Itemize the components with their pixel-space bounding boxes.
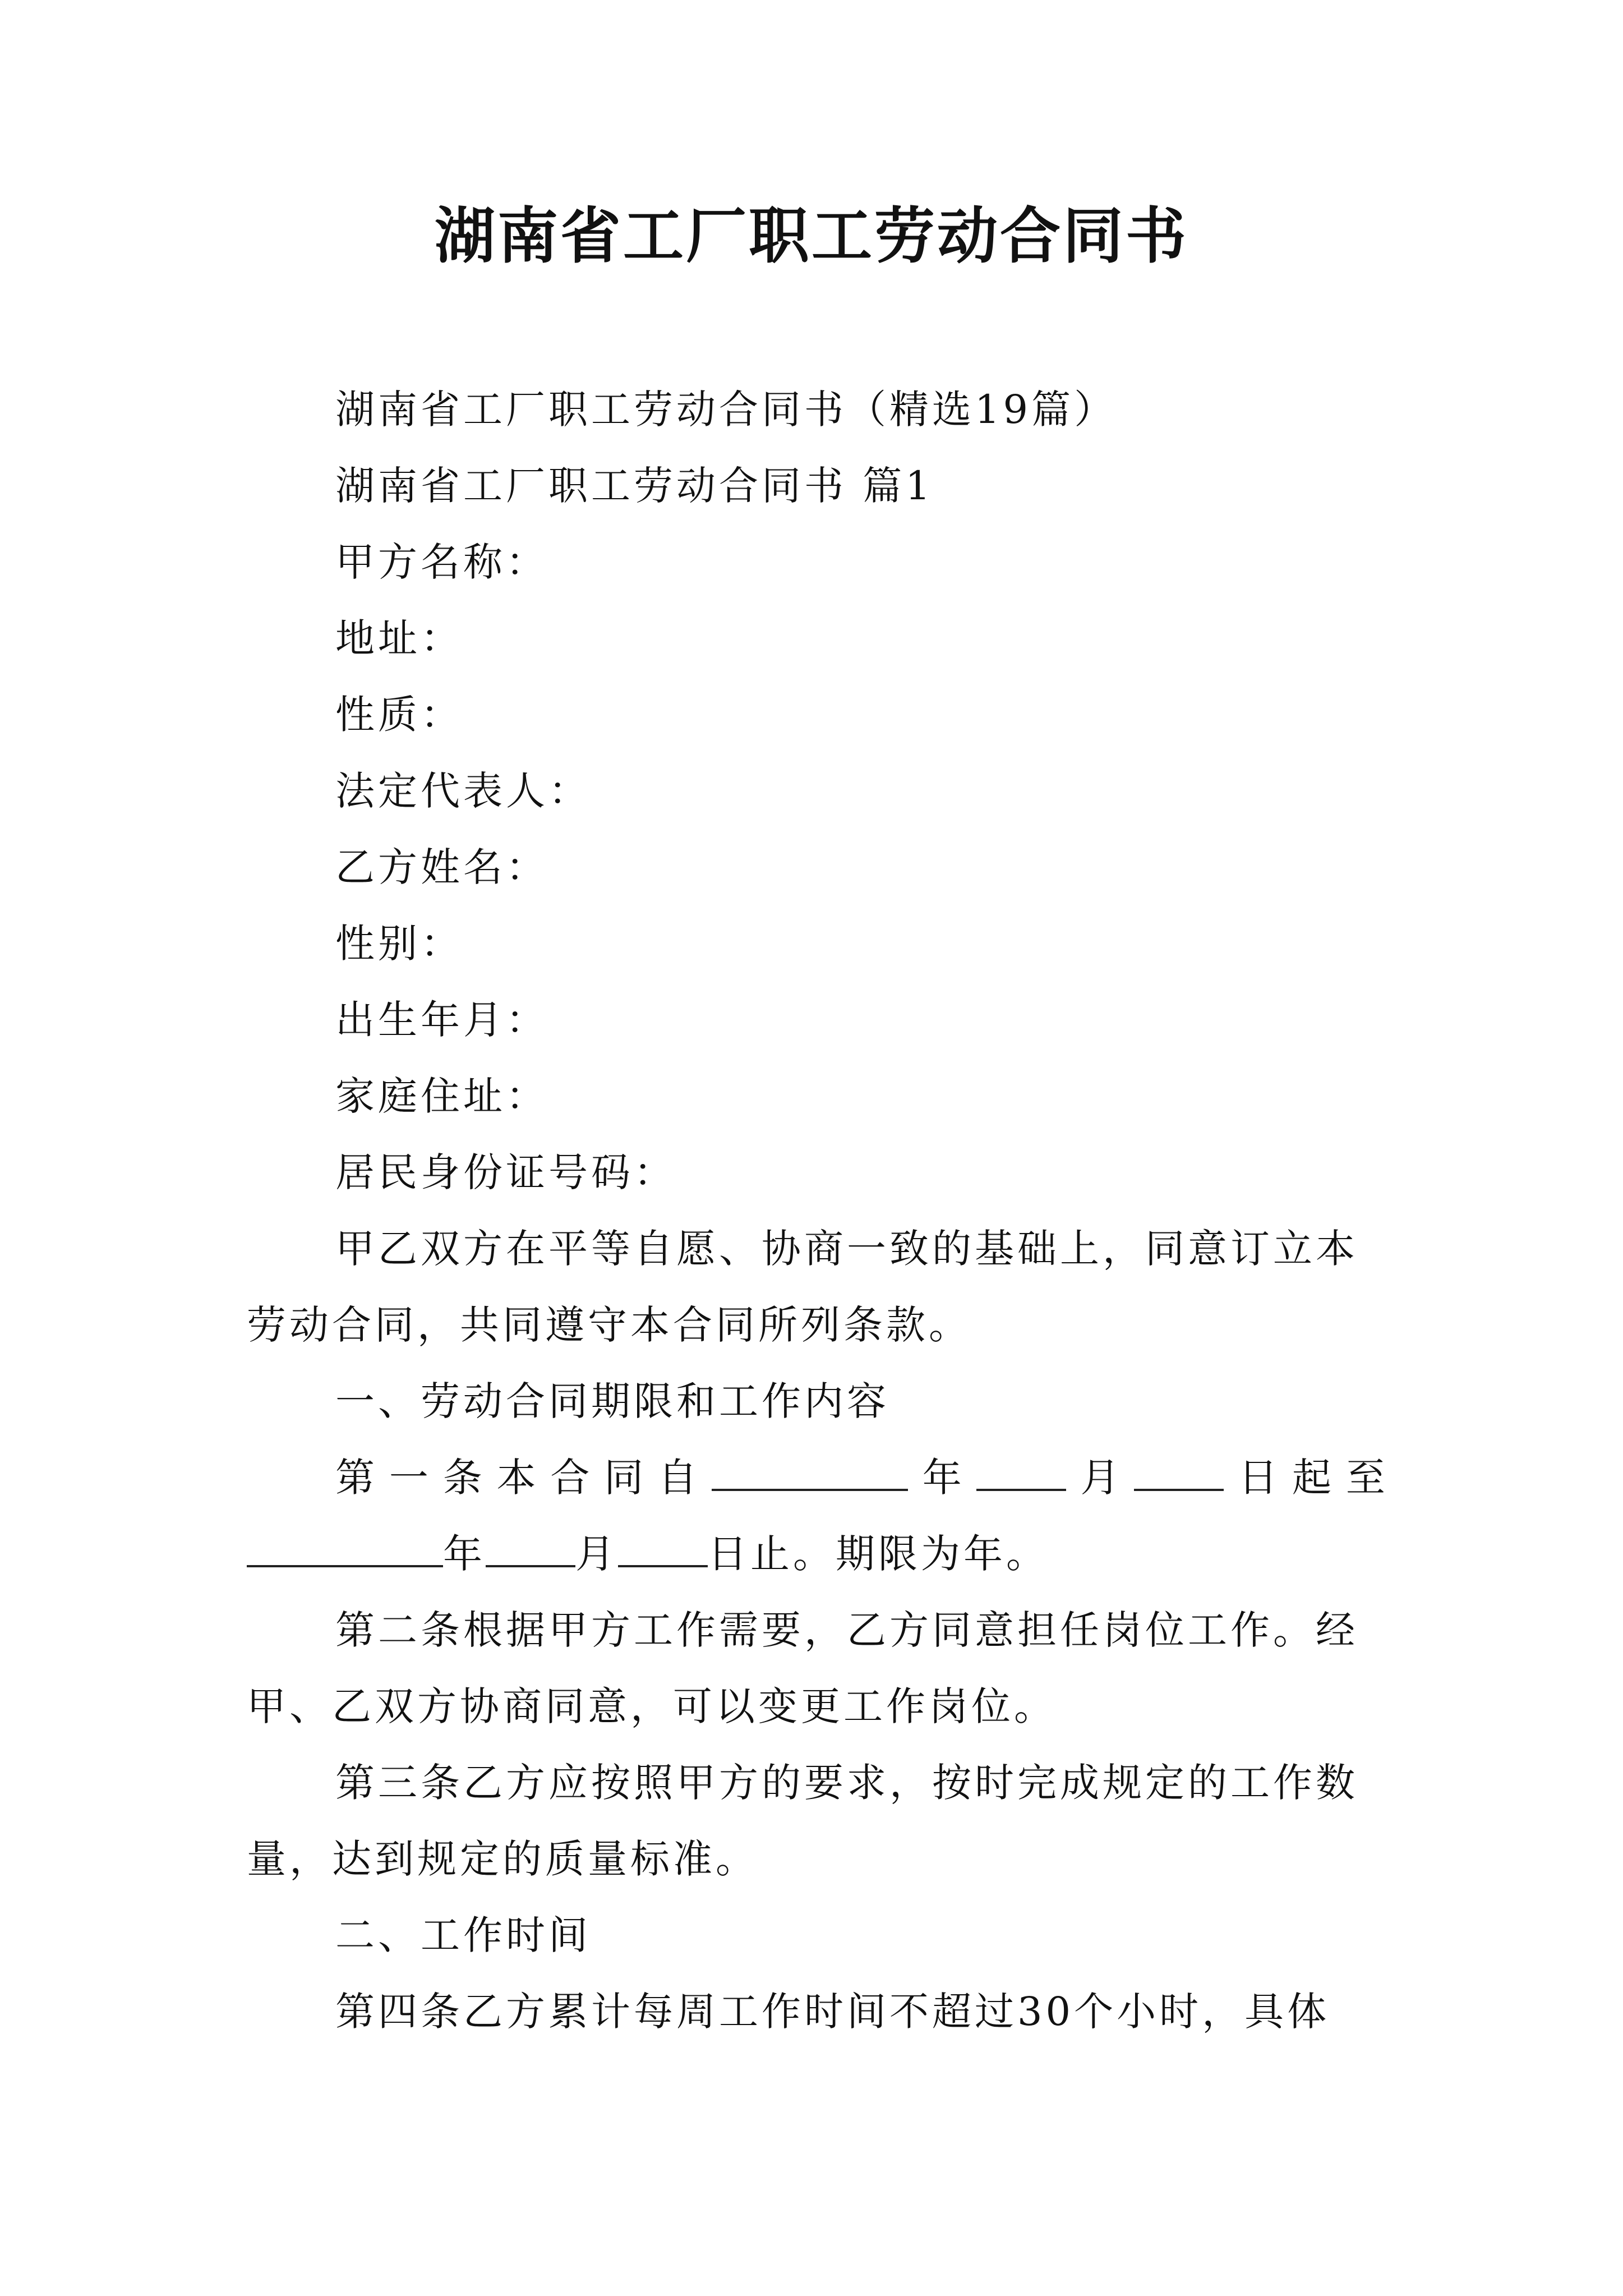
field-nature: 性质： <box>335 692 463 738</box>
article-1-line-2 <box>247 1526 1049 1582</box>
article-2-line-1: 第二条根据甲方工作需要，乙方同意担任岗位工作。经 <box>335 1607 1358 1653</box>
end-year-label: 年 <box>443 1531 486 1577</box>
chapter-2-heading: 二、工作时间 <box>335 1912 591 1958</box>
chapter-1-heading: 一、劳动合同期限和工作内容 <box>335 1378 889 1424</box>
article-3-line-1: 第三条乙方应按照甲方的要求，按时完成规定的工作数 <box>335 1760 1358 1806</box>
document-subtitle: 湖南省工厂职工劳动合同书（精选19篇） <box>335 386 1117 432</box>
field-birth-date: 出生年月： <box>335 997 548 1043</box>
month-label: 月 <box>1080 1455 1120 1501</box>
year-label: 年 <box>922 1455 962 1501</box>
article-4-line-1: 第四条乙方累计每周工作时间不超过30个小时，具体 <box>335 1989 1330 2035</box>
article-1-char: 自 <box>658 1455 698 1501</box>
end-month-label: 月 <box>575 1531 618 1577</box>
article-3-line-2: 量，达到规定的质量标准。 <box>247 1836 758 1882</box>
field-party-a-name: 甲方名称： <box>335 539 548 585</box>
field-party-b-name: 乙方姓名： <box>335 844 548 890</box>
preamble-line-1: 甲乙双方在平等自愿、协商一致的基础上，同意订立本 <box>335 1226 1358 1272</box>
article-1-line-1 <box>335 1450 1385 1506</box>
field-address: 地址： <box>335 615 463 661</box>
day-label: 日 <box>1238 1455 1278 1501</box>
document-title: 湖南省工厂职工劳动合同书 <box>434 201 1188 272</box>
year-blank <box>712 1454 908 1491</box>
article-1-char: 同 <box>604 1455 644 1501</box>
article-2-line-2: 甲、乙双方协商同意，可以变更工作岗位。 <box>247 1683 1057 1729</box>
preamble-line-2: 劳动合同，共同遵守本合同所列条款。 <box>247 1302 971 1348</box>
article-1-char: 至 <box>1345 1455 1385 1501</box>
article-1-char: 起 <box>1292 1455 1331 1501</box>
end-month-blank <box>486 1530 575 1567</box>
article-1-char: 条 <box>442 1455 482 1501</box>
end-day-text: 日止。期限为年。 <box>708 1531 1049 1577</box>
field-id-number: 居民身份证号码： <box>335 1149 676 1195</box>
end-day-blank <box>618 1530 708 1567</box>
article-1-char: 一 <box>389 1455 428 1501</box>
field-gender: 性别： <box>335 921 463 967</box>
day-blank <box>1134 1454 1224 1491</box>
article-1-char: 合 <box>550 1455 590 1501</box>
article-1-char: 本 <box>496 1455 536 1501</box>
article-1-char: 第 <box>335 1455 375 1501</box>
section-heading: 湖南省工厂职工劳动合同书 篇1 <box>335 463 934 509</box>
field-legal-representative: 法定代表人： <box>335 768 591 814</box>
end-year-blank <box>247 1530 443 1567</box>
field-home-address: 家庭住址： <box>335 1073 548 1119</box>
month-blank <box>976 1454 1066 1491</box>
